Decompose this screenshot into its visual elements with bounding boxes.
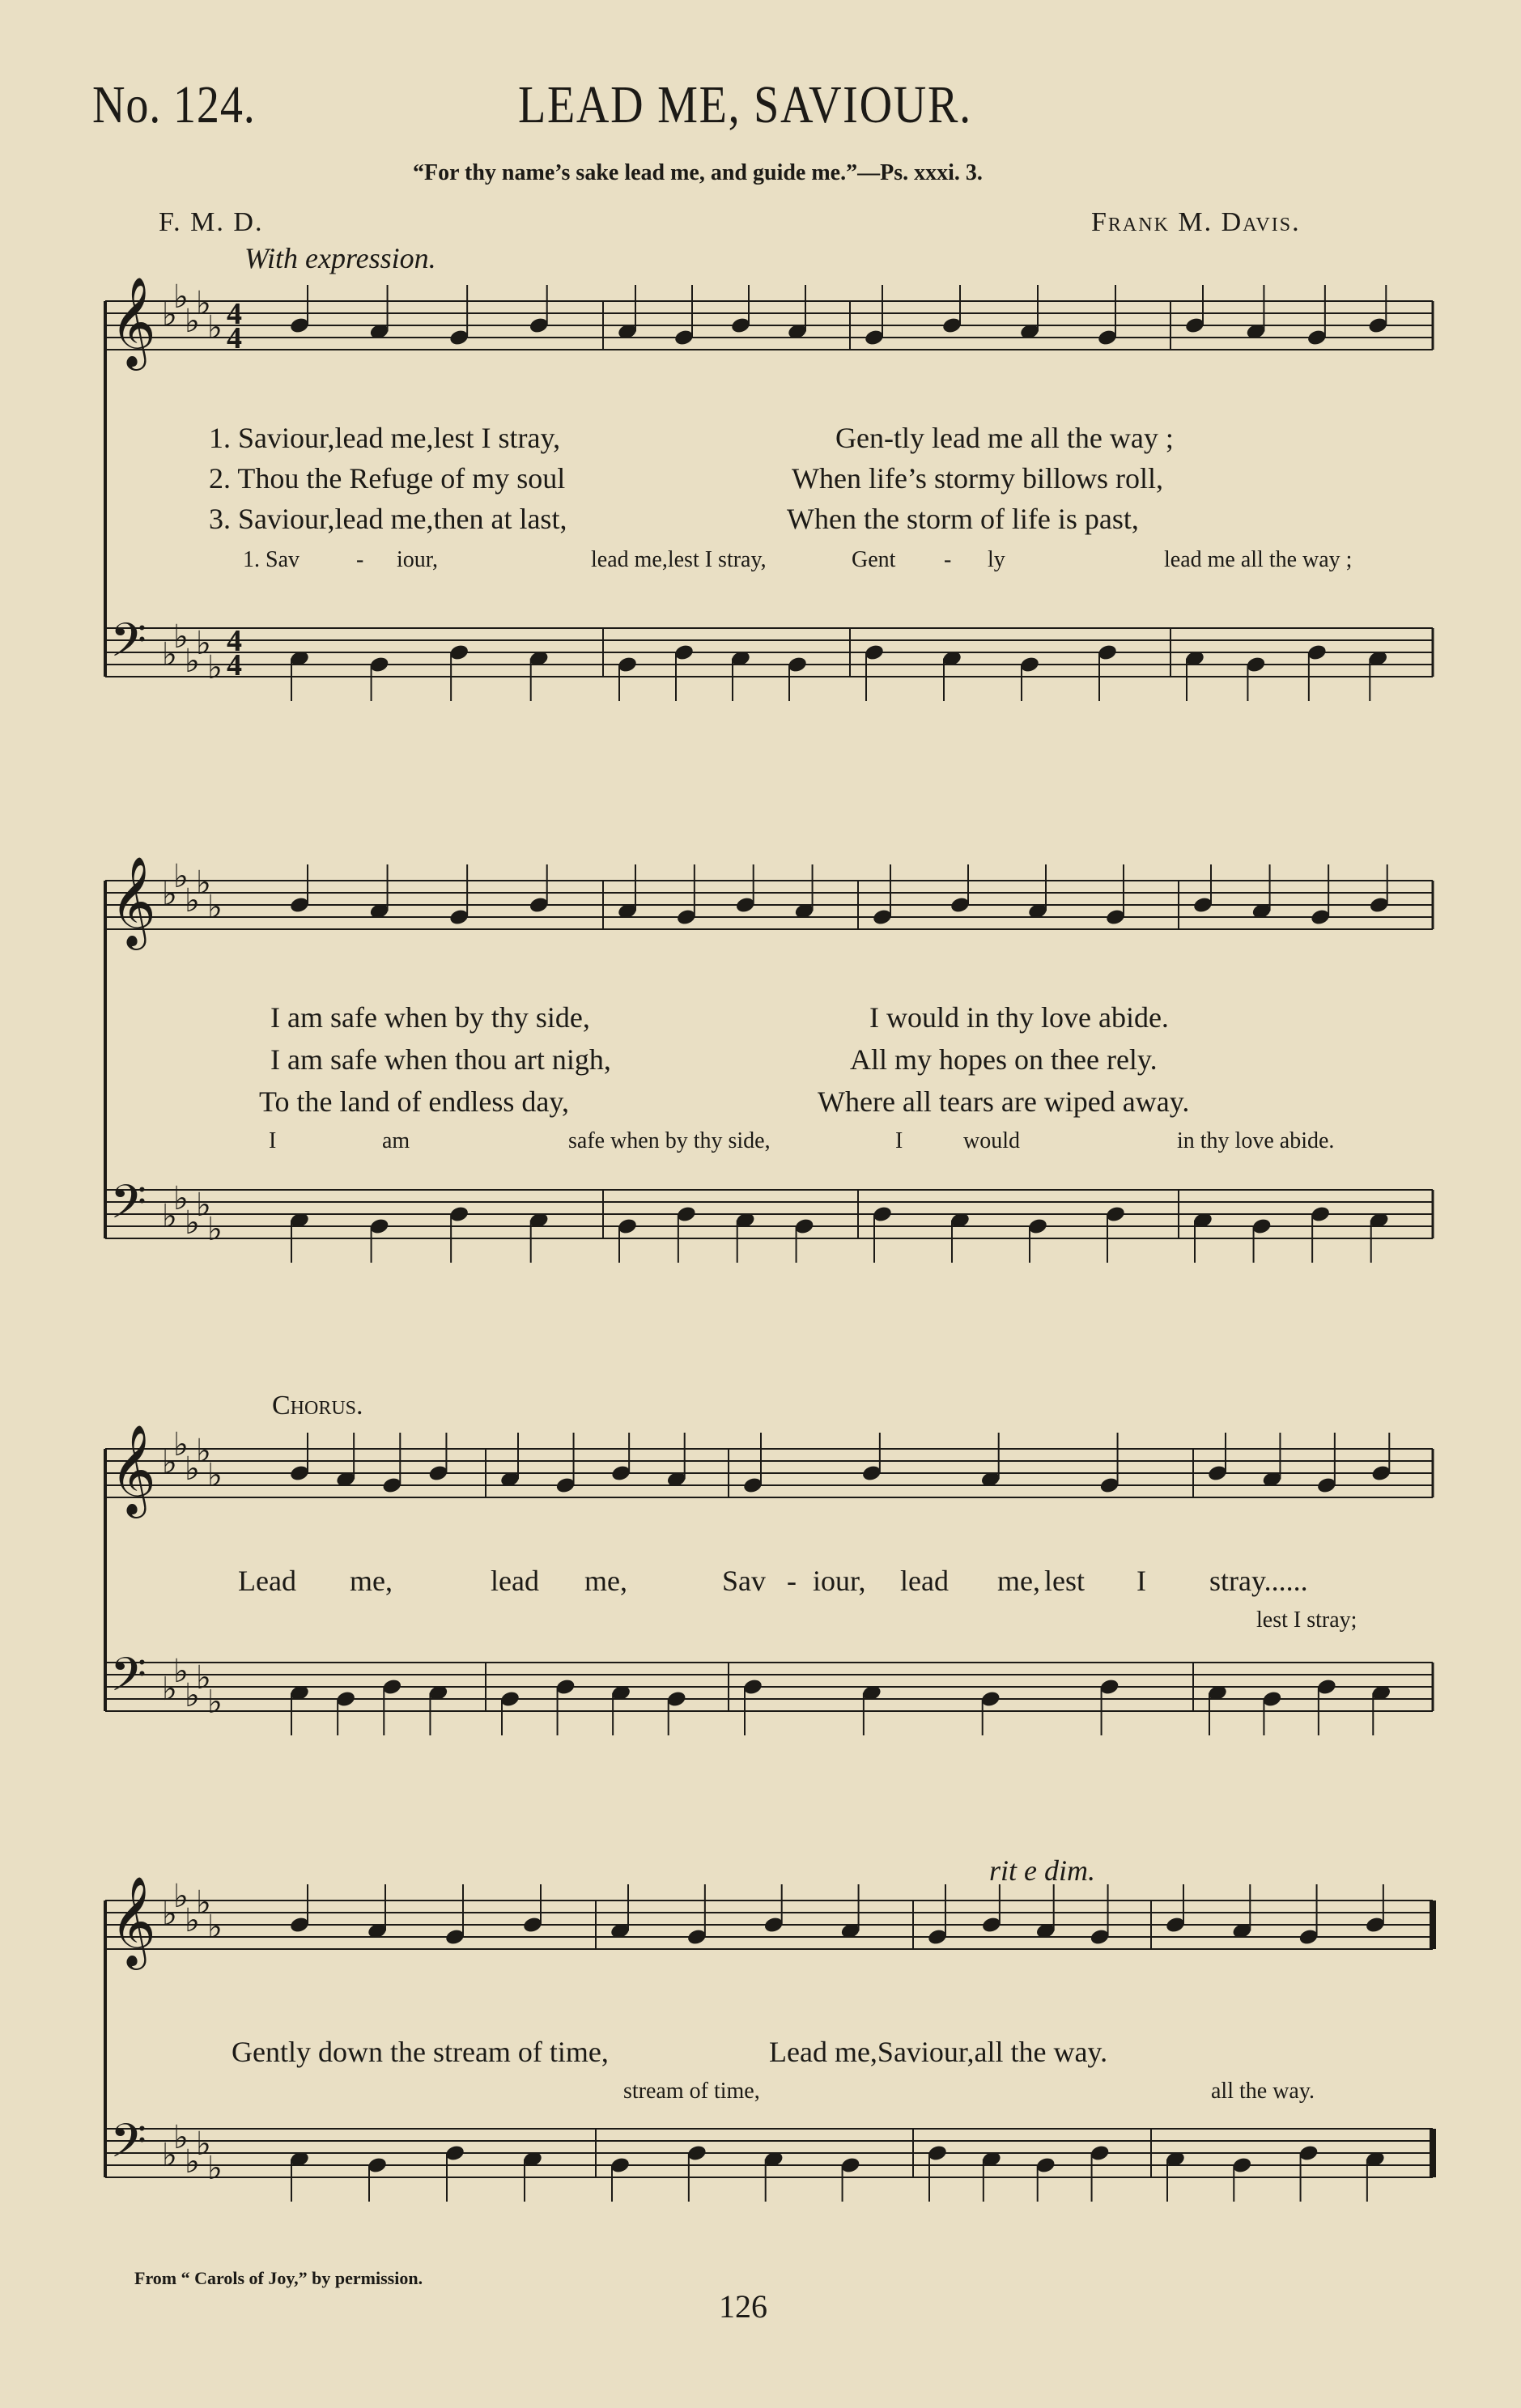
verse3-line-a: 3. Saviour,lead me,then at last, xyxy=(209,503,567,535)
flat-sign: ♭ xyxy=(207,889,223,926)
flat-sign: ♭ xyxy=(185,1204,200,1242)
verse1-line-b: Gen-tly lead me all the way ; xyxy=(835,422,1174,454)
time-signature-bottom: 4 xyxy=(227,648,242,682)
time-signature-top: 4 xyxy=(227,624,242,658)
flat-sign: ♭ xyxy=(185,1902,200,1939)
scripture-epigraph: “For thy name’s sake lead me, and guide me.”—Ps. xxxi. 3. xyxy=(413,160,983,185)
chorus-word: - xyxy=(787,1565,797,1597)
chorus-word: lest xyxy=(1044,1565,1085,1597)
hymn-title: LEAD ME, SAVIOUR. xyxy=(518,75,972,134)
chorus-word: lead xyxy=(491,1565,539,1597)
flat-sign: ♭ xyxy=(185,1450,200,1488)
treble-clef: 𝄞 xyxy=(110,1875,156,1966)
time-signature-bottom: 4 xyxy=(227,321,242,355)
flat-sign: ♭ xyxy=(207,1457,223,1494)
flat-sign: ♭ xyxy=(173,278,189,316)
permission-credit: From “ Carols of Joy,” by permission. xyxy=(134,2268,423,2288)
bass-word: would xyxy=(963,1128,1020,1153)
flat-sign: ♭ xyxy=(162,876,177,913)
flat-sign: ♭ xyxy=(173,618,189,656)
flat-sign: ♭ xyxy=(196,1884,211,1922)
bass-word: lead me all the way ; xyxy=(1164,547,1353,572)
verse3-line-c: To the land of endless day, xyxy=(259,1085,570,1118)
expression-marking: With expression. xyxy=(244,242,436,274)
flat-sign: ♭ xyxy=(196,625,211,662)
flat-sign: ♭ xyxy=(207,1211,223,1248)
flat-sign: ♭ xyxy=(185,1677,200,1714)
page-number: 126 xyxy=(719,2288,767,2325)
flat-sign: ♭ xyxy=(162,1671,177,1708)
flat-sign: ♭ xyxy=(196,1433,211,1470)
time-signature-top: 4 xyxy=(227,297,242,331)
bass-clef: 𝄢 xyxy=(110,613,147,679)
bass-word: am xyxy=(382,1128,410,1153)
final-words-b: Lead me,Saviour,all the way. xyxy=(769,2036,1108,2068)
flat-sign: ♭ xyxy=(207,1684,223,1721)
bass-word: iour, xyxy=(397,547,438,572)
flat-sign: ♭ xyxy=(185,882,200,919)
verse1-line-a: 1. Saviour,lead me,lest I stray, xyxy=(209,422,561,454)
treble-clef: 𝄞 xyxy=(110,856,156,946)
bass-clef: 𝄢 xyxy=(110,1647,147,1714)
verse2-line-d: All my hopes on thee rely. xyxy=(850,1043,1158,1076)
chorus-word: I xyxy=(1137,1565,1146,1597)
flat-sign: ♭ xyxy=(207,649,223,686)
flat-sign: ♭ xyxy=(162,1896,177,1933)
chorus-label: Chorus. xyxy=(272,1391,363,1421)
flat-sign: ♭ xyxy=(185,643,200,680)
bass-word: 1. Sav xyxy=(243,547,300,572)
flat-sign: ♭ xyxy=(196,864,211,902)
chorus-word: lead xyxy=(900,1565,949,1597)
flat-sign: ♭ xyxy=(162,1198,177,1235)
composer-name: Frank M. Davis. xyxy=(1091,207,1301,237)
bass-clef: 𝄢 xyxy=(110,1174,147,1241)
verse3-line-b: When the storm of life is past, xyxy=(787,503,1139,535)
final-words-a: Gently down the stream of time, xyxy=(232,2036,609,2068)
hymn-number: No. 124. xyxy=(92,75,256,134)
bass-word: I xyxy=(895,1128,903,1153)
chorus-word: me, xyxy=(997,1565,1040,1597)
flat-sign: ♭ xyxy=(207,2150,223,2187)
flat-sign: ♭ xyxy=(196,285,211,322)
flat-sign: ♭ xyxy=(173,2119,189,2156)
bass-word: stream of time, xyxy=(623,2079,760,2104)
flat-sign: ♭ xyxy=(207,1909,223,1946)
bass-word: lead me,lest I stray, xyxy=(591,547,767,572)
bass-word: I xyxy=(269,1128,277,1153)
flat-sign: ♭ xyxy=(173,1878,189,1915)
tempo-marking: rit e dim. xyxy=(989,1854,1095,1887)
verse3-line-d: Where all tears are wiped away. xyxy=(818,1085,1190,1118)
flat-sign: ♭ xyxy=(196,2126,211,2163)
verse2-line-b: When life’s stormy billows roll, xyxy=(792,462,1163,495)
verse2-line-a: 2. Thou the Refuge of my soul xyxy=(209,462,566,495)
chorus-word: iour, xyxy=(813,1565,866,1597)
treble-clef: 𝄞 xyxy=(110,1424,156,1514)
chorus-word: Lead xyxy=(238,1565,296,1597)
flat-sign: ♭ xyxy=(196,1187,211,1224)
flat-sign: ♭ xyxy=(162,1444,177,1481)
flat-sign: ♭ xyxy=(185,303,200,340)
bass-word: ly xyxy=(988,547,1005,572)
bass-word: safe when by thy side, xyxy=(568,1128,771,1153)
verse2-line-c: I am safe when thou art nigh, xyxy=(270,1043,611,1076)
verse1-line-d: I would in thy love abide. xyxy=(869,1001,1169,1034)
flat-sign: ♭ xyxy=(207,309,223,346)
flat-sign: ♭ xyxy=(196,1659,211,1697)
flat-sign: ♭ xyxy=(185,2143,200,2181)
chorus-word: Sav xyxy=(722,1565,766,1597)
lyricist-initials: F. M. D. xyxy=(159,207,264,237)
bass-word: lest I stray; xyxy=(1256,1607,1357,1633)
flat-sign: ♭ xyxy=(162,296,177,333)
chorus-word: stray...... xyxy=(1209,1565,1308,1597)
flat-sign: ♭ xyxy=(173,1180,189,1217)
bass-word: all the way. xyxy=(1211,2079,1315,2104)
bass-word: Gent xyxy=(852,547,896,572)
flat-sign: ♭ xyxy=(173,1653,189,1690)
bass-word: - xyxy=(356,547,364,572)
chorus-word: me, xyxy=(350,1565,393,1597)
flat-sign: ♭ xyxy=(162,636,177,673)
flat-sign: ♭ xyxy=(162,2137,177,2174)
flat-sign: ♭ xyxy=(173,858,189,895)
flat-sign: ♭ xyxy=(173,1426,189,1463)
treble-clef: 𝄞 xyxy=(110,276,156,367)
bass-clef: 𝄢 xyxy=(110,2113,147,2180)
verse1-line-c: I am safe when by thy side, xyxy=(270,1001,590,1034)
chorus-word: me, xyxy=(584,1565,627,1597)
bass-word: in thy love abide. xyxy=(1177,1128,1335,1153)
bass-word: - xyxy=(944,547,952,572)
